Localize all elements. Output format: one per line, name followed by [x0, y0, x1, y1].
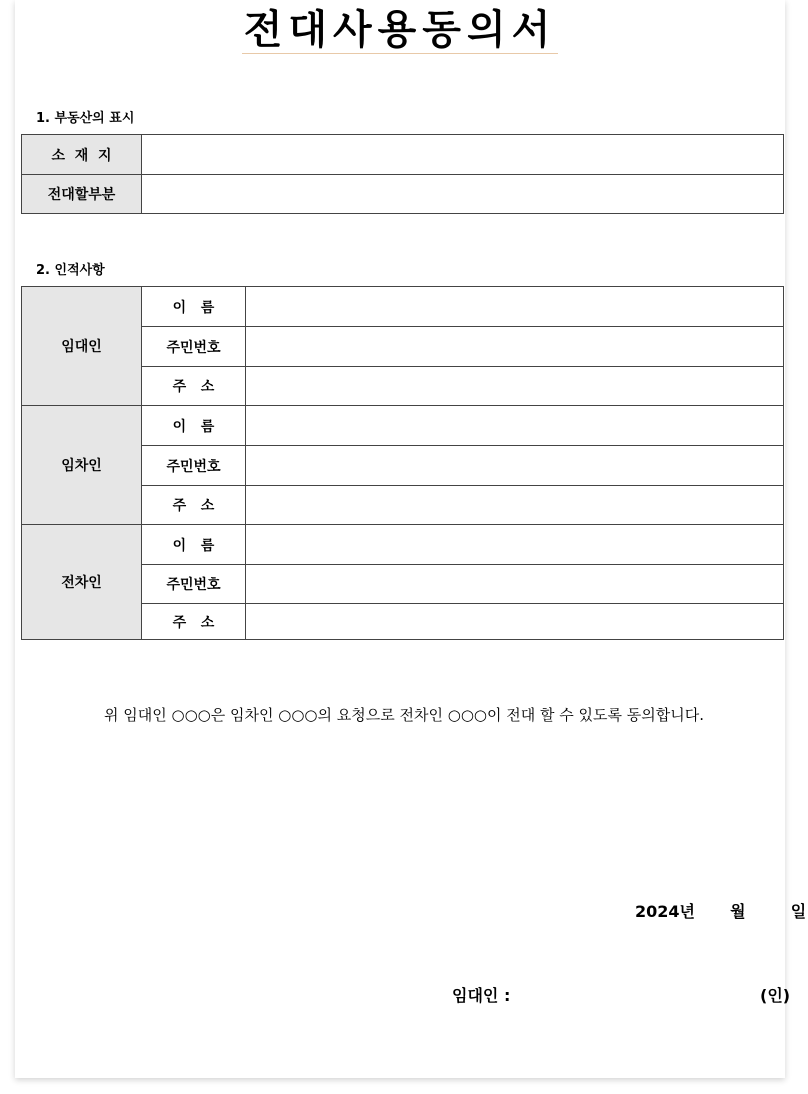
signature-label: 임대인 :: [452, 986, 511, 1005]
lessor-id-label: 주민번호: [142, 327, 246, 367]
lessee-address-field[interactable]: [246, 486, 784, 525]
lessee-id-field[interactable]: [246, 446, 784, 486]
lessor-address-field[interactable]: [246, 367, 784, 406]
lessee-name-label: 이 름: [142, 406, 246, 446]
table-row: [22, 406, 784, 446]
lessor-label: 임대인: [22, 287, 142, 406]
table-row: [22, 287, 784, 327]
personal-info-table: [21, 286, 784, 640]
lessee-id-label: 주민번호: [142, 446, 246, 486]
sublessee-name-field[interactable]: [246, 525, 784, 565]
sublessee-address-field[interactable]: [246, 604, 784, 640]
location-label: 소 재 지: [22, 135, 142, 175]
sublessee-label: 전차인: [22, 525, 142, 640]
section-heading-property: 1. 부동산의 표시: [36, 111, 135, 126]
date-month: 월: [730, 902, 746, 921]
table-row: [22, 175, 784, 214]
lessee-address-label: 주 소: [142, 486, 246, 525]
lessee-name-field[interactable]: [246, 406, 784, 446]
table-row: [22, 135, 784, 175]
seal-mark: (인): [760, 986, 791, 1005]
sublessee-name-label: 이 름: [142, 525, 246, 565]
property-table: [21, 134, 784, 214]
table-row: [22, 525, 784, 565]
document-title: 전대사용동의서: [243, 7, 557, 53]
section-heading-personal-info: 2. 인적사항: [36, 263, 105, 278]
lessor-name-field[interactable]: [246, 287, 784, 327]
consent-statement: 위 임대인 ○○○은 임차인 ○○○의 요청으로 전차인 ○○○이 전대 할 수 있도록 동의합니다.: [104, 706, 704, 724]
lessor-name-label: 이 름: [142, 287, 246, 327]
sublease-part-label: 전대할부분: [22, 175, 142, 214]
date-day: 일: [790, 902, 807, 921]
sublessee-id-field[interactable]: [246, 565, 784, 604]
date-line: [635, 899, 806, 922]
sublessee-address-label: 주 소: [142, 604, 246, 640]
sublease-part-field[interactable]: [142, 175, 784, 214]
sublessee-id-label: 주민번호: [142, 565, 246, 604]
lessor-address-label: 주 소: [142, 367, 246, 406]
date-year: 2024년: [635, 902, 695, 921]
lessee-label: 임차인: [22, 406, 142, 525]
location-field[interactable]: [142, 135, 784, 175]
lessor-id-field[interactable]: [246, 327, 784, 367]
